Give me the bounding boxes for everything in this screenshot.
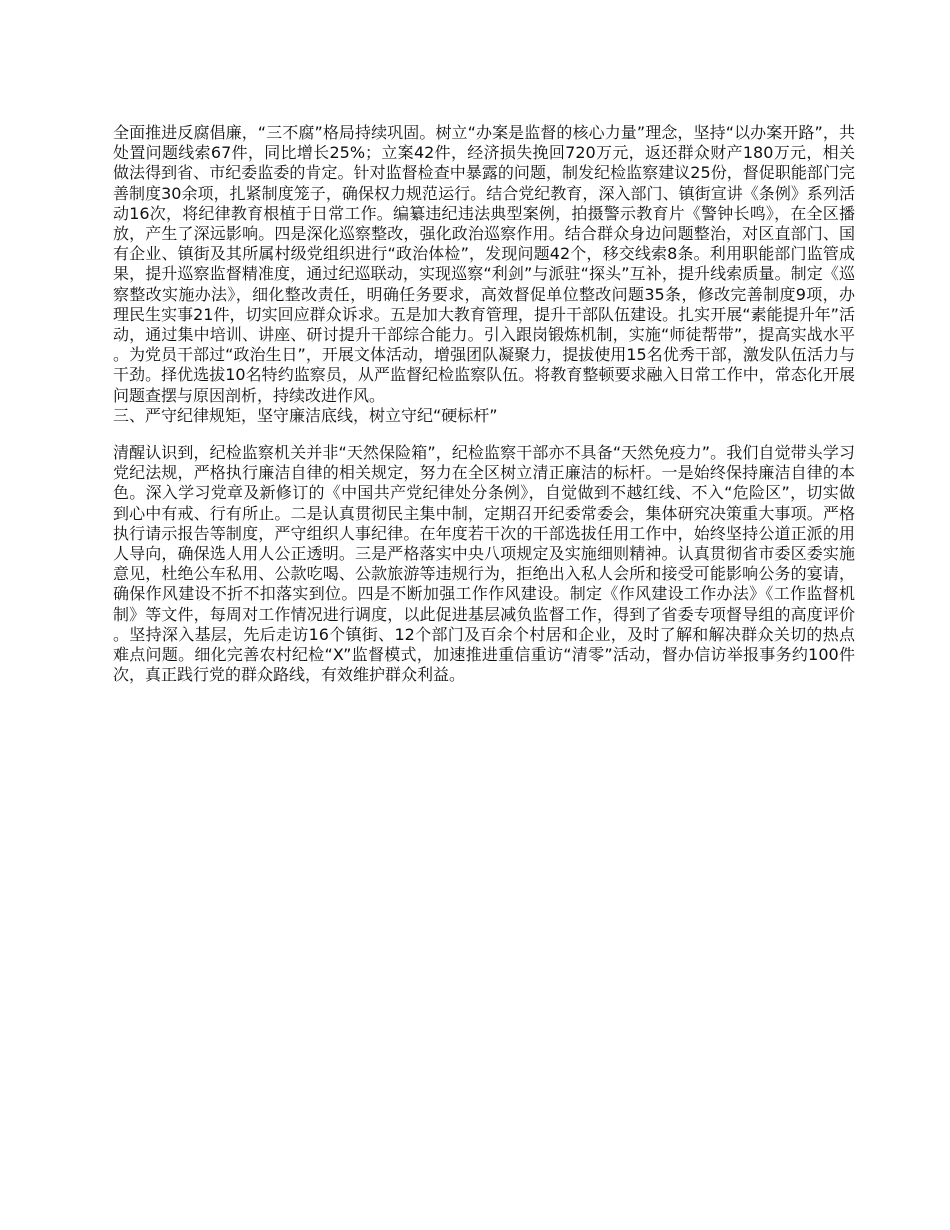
section-heading: 三、严守纪律规矩，坚守廉洁底线，树立守纪“硬标杆” [113, 405, 498, 425]
document-page [113, 123, 855, 685]
body-paragraph: 清醒认识到，纪检监察机关并非“天然保险箱”，纪检监察干部亦不具备“天然免疫力”。我们自觉带头学习党纪法规，严格执行廉洁自律的相关规定，努力在全区树立清正廉洁的标杆。一是始终保持廉洁自律的本色。深入学习党章及新修订的《中国共产党纪律处分条例》，自觉做到不越红线、不入“危险区”，切实做到心中有戒、行有所止。二是认真贯彻民主集中制，定期召开纪委常委会，集体研究决策重大事项。严格执行请示报告等制度，严守组织人事纪律。在年度若干次的干部选拔任用工作中，始终坚持公道正派的用人导向，确保选人用人公正透明。三是严格落实中央八项规定及实施细则精神。认真贯彻省市委区委实施意见，杜绝公车私用、公款吃喝、公款旅游等违规行为，拒绝出入私人会所和接受可能影响公务的宴请，确保作风建设不折不扣落实到位。四是不断加强工作作风建设。制定《作风建设工作办法》《工作监督机制》等文件，每周对工作情况进行调度，以此促进基层减负监督工作，得到了省委专项督导组的高度评价。坚持深入基层，先后走访16个镇街、12个部门及百余个村居和企业，及时了解和解决群众关切的热点难点问题。细化完善农村纪检“X”监督模式，加速推进重信重访“清零”活动，督办信访举报事务约100件次，真正践行党的群众路线，有效维护群众利益。 [113, 443, 855, 685]
body-paragraph: 全面推进反腐倡廉，“三不腐”格局持续巩固。树立“办案是监督的核心力量”理念，坚持“以办案开路”，共处置问题线索67件，同比增长25%；立案42件，经济损失挽回720万元，返还群众财产180万元，相关做法得到省、市纪委监委的肯定。针对监督检查中暴露的问题，制发纪检监察建议25份，督促职能部门完善制度30余项，扎紧制度笼子，确保权力规范运行。结合党纪教育，深入部门、镇街宣讲《条例》系列活动16次，将纪律教育根植于日常工作。编纂违纪违法典型案例，拍摄警示教育片《警钟长鸣》，在全区播放，产生了深远影响。四是深化巡察整改，强化政治巡察作用。结合群众身边问题整治，对区直部门、国有企业、镇街及其所属村级党组织进行“政治体检”，发现问题42个，移交线索8条。利用职能部门监管成果，提升巡察监督精准度，通过纪巡联动，实现巡察“利剑”与派驻“探头”互补，提升线索质量。制定《巡察整改实施办法》，细化整改责任，明确任务要求，高效督促单位整改问题35条，修改完善制度9项，办理民生实事21件，切实回应群众诉求。五是加大教育管理，提升干部队伍建设。扎实开展“素能提升年”活动，通过集中培训、讲座、研讨提升干部综合能力。引入跟岗锻炼机制，实施“师徒帮带”，提高实战水平。为党员干部过“政治生日”，开展文体活动，增强团队凝聚力，提拔使用15名优秀干部，激发队伍活力与干劲。择优选拔10名特约监察员，从严监督纪检监察队伍。将教育整顿要求融入日常工作中，常态化开展问题查摆与原因剖析，持续改进作风。 [113, 123, 855, 405]
